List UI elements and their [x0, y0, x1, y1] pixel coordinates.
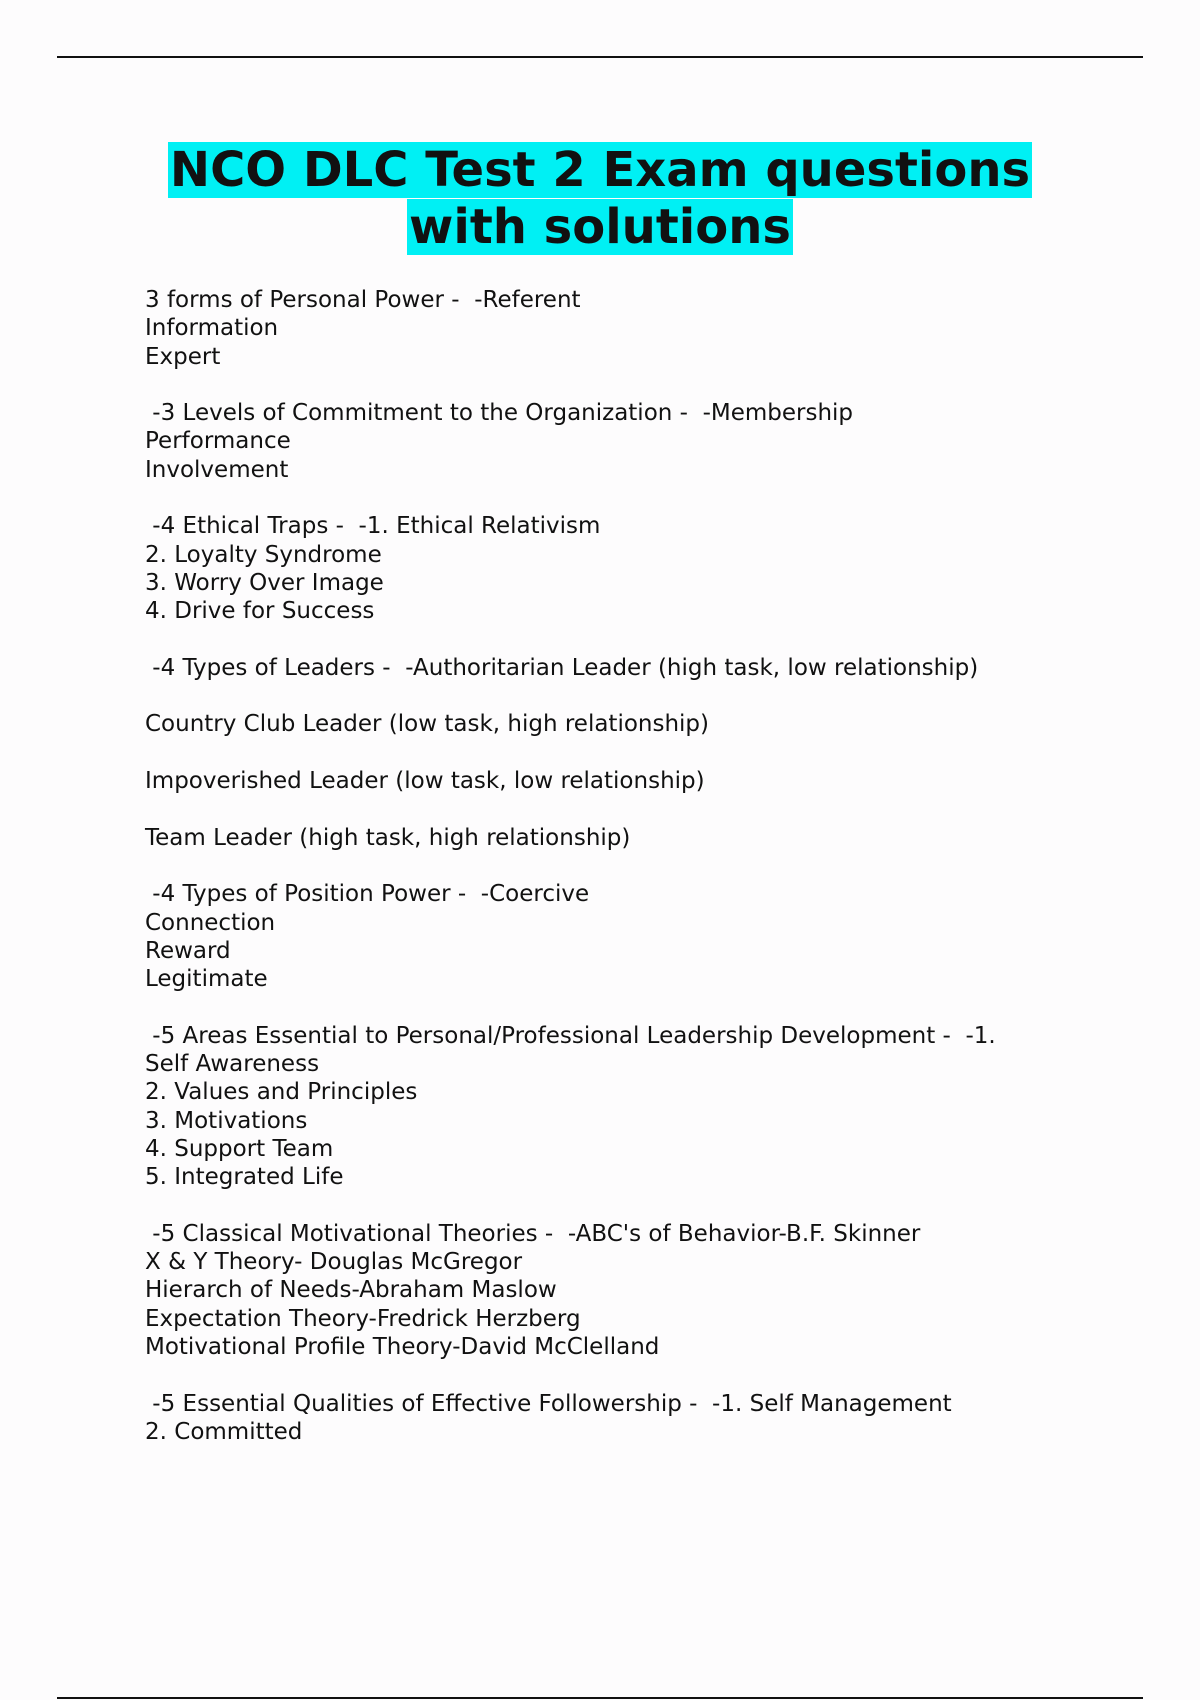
question-entry: [145, 880, 1065, 993]
answer-line: Legitimate: [145, 966, 268, 993]
question-entry: [145, 1390, 1065, 1447]
answer-line: 2. Values and Principles: [145, 1079, 418, 1106]
answer-line: Hierarch of Needs-Abraham Maslow: [145, 1277, 557, 1304]
question-entry: [145, 1022, 1065, 1192]
question-list: [145, 286, 1065, 1446]
entry-spacer: [145, 484, 1065, 512]
question-line: -5 Areas Essential to Personal/Professional Leadership Development - -1.: [145, 1022, 996, 1049]
question-line: -5 Essential Qualities of Effective Followership - -1. Self Management: [145, 1390, 952, 1417]
entry-spacer: [145, 993, 1065, 1021]
answer-line: Reward: [145, 937, 231, 964]
question-line: -4 Types of Position Power - -Coercive: [145, 881, 590, 908]
question-line: -4 Ethical Traps - -1. Ethical Relativism: [145, 513, 601, 540]
answer-line: Information: [145, 315, 279, 342]
question-line: -3 Levels of Commitment to the Organization - -Membership: [145, 400, 854, 427]
entry-spacer: [145, 371, 1065, 399]
answer-line: [145, 795, 1065, 823]
answer-line: [145, 682, 1065, 710]
answer-line: Expert: [145, 343, 221, 370]
question-line: -5 Classical Motivational Theories - -ABC's of Behavior-B.F. Skinner: [145, 1220, 921, 1247]
answer-line: Self Awareness: [145, 1051, 320, 1078]
title-line-2: with solutions: [409, 199, 791, 255]
answer-line: Connection: [145, 909, 276, 936]
answer-line: [145, 739, 1065, 767]
question-entry: [145, 286, 1065, 371]
answer-line: 4. Support Team: [145, 1135, 334, 1162]
question-line: 3 forms of Personal Power - -Referent: [145, 287, 581, 313]
answer-line: Team Leader (high task, high relationship): [145, 824, 631, 851]
entry-spacer: [145, 1192, 1065, 1220]
answer-line: X & Y Theory- Douglas McGregor: [145, 1249, 523, 1276]
title-line-1: NCO DLC Test 2 Exam questions: [169, 142, 1031, 198]
answer-line: 2. Committed: [145, 1418, 303, 1445]
entry-spacer: [145, 852, 1065, 880]
question-line: -4 Types of Leaders - -Authoritarian Leader (high task, low relationship): [145, 654, 979, 681]
question-entry: [145, 1220, 1065, 1361]
answer-line: 3. Worry Over Image: [145, 569, 384, 596]
answer-line: Involvement: [145, 456, 289, 483]
question-entry: [145, 654, 1065, 852]
answer-line: Performance: [145, 428, 291, 455]
bottom-rule: [57, 1697, 1143, 1699]
question-entry: [145, 512, 1065, 625]
answer-line: Expectation Theory-Fredrick Herzberg: [145, 1305, 581, 1332]
document-title: [0, 142, 1200, 256]
top-rule: [57, 56, 1143, 58]
answer-line: Country Club Leader (low task, high relationship): [145, 711, 710, 738]
answer-line: Impoverished Leader (low task, low relationship): [145, 768, 705, 795]
question-entry: [145, 399, 1065, 484]
answer-line: 4. Drive for Success: [145, 598, 375, 625]
answer-line: 3. Motivations: [145, 1107, 308, 1134]
answer-line: 5. Integrated Life: [145, 1164, 344, 1191]
answer-line: 2. Loyalty Syndrome: [145, 541, 382, 568]
answer-line: Motivational Profile Theory-David McClelland: [145, 1333, 660, 1360]
entry-spacer: [145, 626, 1065, 654]
entry-spacer: [145, 1361, 1065, 1389]
